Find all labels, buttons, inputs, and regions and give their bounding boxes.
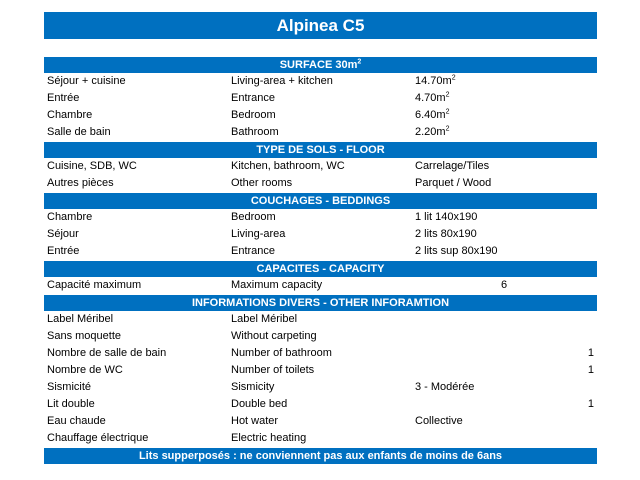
table-row: Entrée Entrance $4.70m^2$ — [47, 91, 450, 104]
table-row: Cuisine, SDB, WC Kitchen, bathroom, WC Carrelage/Tiles — [47, 160, 490, 172]
table-row: Nombre de WC Number of toilets 1 — [47, 364, 594, 376]
table-row: Séjour Living-area 2 lits 80x190 — [47, 228, 477, 240]
table-row: Capacité maximum Maximum capacity 6 — [47, 279, 508, 291]
table-row: Séjour + cuisine Living-area + kitchen $14.70m^2$ — [47, 74, 456, 87]
section-header-capacity: CAPACITES - CAPACITY — [44, 260, 597, 277]
table-row: Salle de bain Bathroom $2.20m^2$ — [47, 125, 450, 138]
table-row: Nombre de salle de bain Number of bathroom 1 — [47, 347, 594, 359]
footer-note: Lits supperposés : ne conviennent pas aux enfants de moins de 6ans — [44, 448, 597, 464]
table-row: Chambre Bedroom $6.40m^2$ — [47, 108, 450, 121]
table-row: Sismicité Sismicity 3 - Modérée — [47, 381, 475, 393]
section-header-information: INFORMATIONS DIVERS - OTHER INFORAMTION — [44, 294, 597, 311]
table-row: Label Méribel Label Méribel — [47, 313, 298, 325]
table-row: Chauffage électrique Electric heating — [47, 432, 307, 444]
spec-sheet — [44, 12, 597, 464]
table-row: Sans moquette Without carpeting — [47, 330, 317, 342]
page-title: Alpinea C5 — [44, 12, 597, 39]
section-header-beddings: COUCHAGES - BEDDINGS — [44, 192, 597, 209]
table-row: Eau chaude Hot water Collective — [47, 415, 463, 427]
section-header-floor: TYPE DE SOLS - FLOOR — [44, 141, 597, 158]
table-row: Autres pièces Other rooms Parquet / Wood — [47, 177, 492, 189]
table-row: Lit double Double bed 1 — [47, 398, 594, 410]
table-row: Entrée Entrance 2 lits sup 80x190 — [47, 245, 498, 257]
section-header-surface: SURFACE $30m^2$ — [44, 56, 597, 73]
table-row: Chambre Bedroom 1 lit 140x190 — [47, 211, 478, 223]
